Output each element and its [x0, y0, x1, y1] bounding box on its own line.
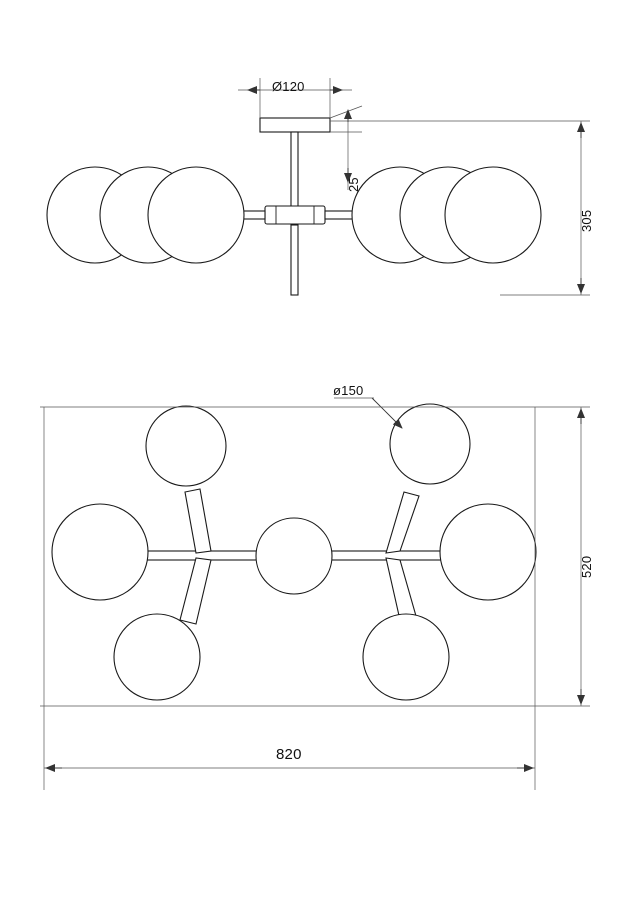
globe-upper-right	[390, 404, 470, 484]
globe-lower-right	[363, 614, 449, 700]
dimension-globe-diameter	[334, 398, 402, 428]
plan-globes	[52, 404, 536, 700]
globe-group-right	[352, 167, 541, 263]
label-canopy-diameter: Ø120	[272, 79, 305, 94]
top-plan-view	[40, 398, 590, 790]
label-overall-width: 820	[276, 746, 302, 763]
globe-group-left	[47, 167, 244, 263]
label-canopy-height: 25	[346, 177, 361, 192]
label-overall-depth: 520	[579, 555, 594, 578]
label-overall-height: 305	[579, 209, 594, 232]
globe-left	[52, 504, 148, 600]
globe-center	[256, 518, 332, 594]
globe-upper-left	[146, 406, 226, 486]
label-globe-diameter: ø150	[333, 383, 364, 398]
globe-lower-left	[114, 614, 200, 700]
globe-right	[440, 504, 536, 600]
side-elevation-view	[47, 78, 590, 295]
